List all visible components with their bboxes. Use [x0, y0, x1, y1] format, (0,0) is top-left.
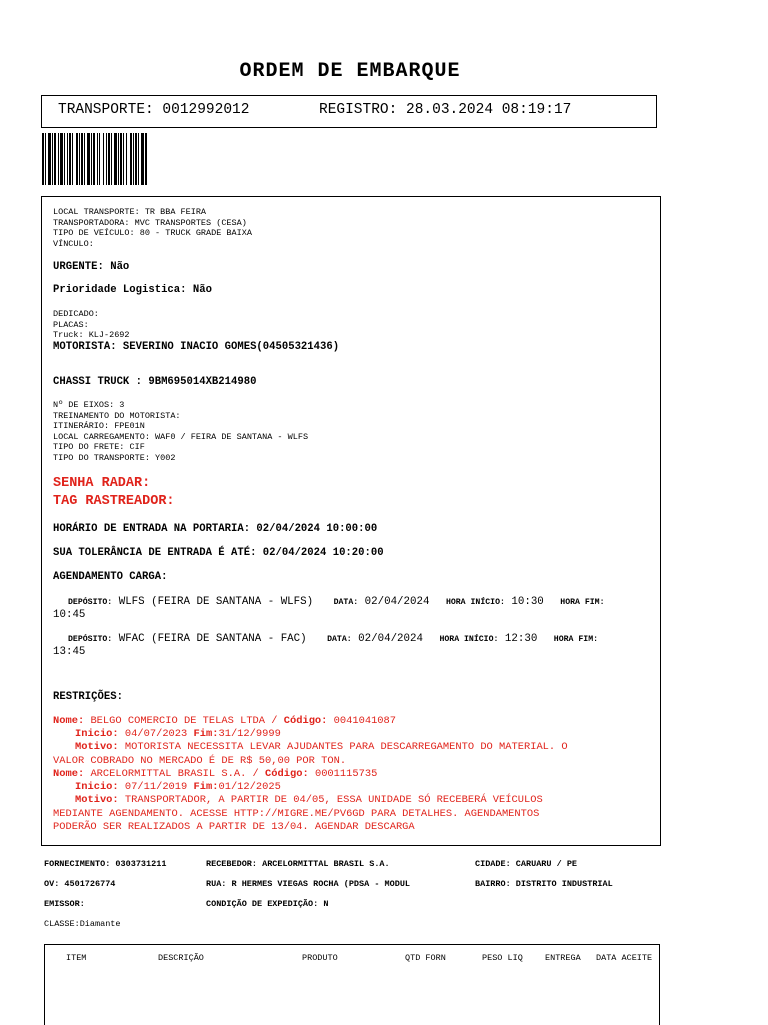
local-transporte: LOCAL TRANSPORTE: TR BBA FEIRA	[53, 207, 207, 217]
motivo-line: PODERÃO SER REALIZADOS A PARTIR DE 13/04. AGENDAR DESCARGA	[53, 820, 415, 833]
tipo-transporte: TIPO DO TRANSPORTE: Y002	[53, 452, 176, 463]
col-produto: PRODUTO	[302, 953, 338, 963]
motivo-label: Motivo:	[75, 741, 119, 754]
col-qtd-forn: QTD FORN	[405, 953, 446, 963]
inicio-value: 04/07/2023	[124, 728, 188, 741]
data-label: DATA:	[333, 598, 359, 607]
chassi-truck: CHASSI TRUCK : 9BM695014XB214980	[53, 376, 257, 388]
barcode	[42, 133, 232, 185]
info-vehicle	[53, 309, 130, 341]
rua: RUA: R HERMES VIEGAS ROCHA (PDSA - MODUL	[206, 879, 411, 889]
hora-fim-value: 13:45	[53, 646, 86, 658]
info-top	[53, 207, 252, 249]
itinerario: ITINERÁRIO: FPE01N	[53, 421, 145, 432]
deposito-value: WFAC (FEIRA DE SANTANA - FAC)	[118, 633, 307, 645]
document-title: ORDEM DE EMBARQUE	[239, 60, 461, 83]
col-peso-liq: PESO LIQ	[482, 953, 523, 963]
bairro: BAIRRO: DISTRITO INDUSTRIAL	[475, 879, 613, 889]
condicao-expedicao: CONDIÇÃO DE EXPEDIÇÃO: N	[206, 899, 329, 909]
deposito-value: WLFS (FEIRA DE SANTANA - WLFS)	[118, 596, 314, 608]
restriction-block	[53, 715, 653, 768]
items-table	[44, 944, 660, 1025]
codigo-value: 0001115735	[314, 768, 378, 780]
hora-inicio-label: HORA INÍCIO:	[439, 635, 499, 644]
fim-value: 01/12/2025	[218, 781, 281, 794]
motivo-line: VALOR COBRADO NO MERCADO É DE R$ 50,00 POR TON.	[53, 754, 347, 767]
transportadora: TRANSPORTADORA: MVC TRANSPORTES (CESA)	[53, 217, 247, 228]
tag-rastreador: TAG RASTREADOR:	[53, 494, 175, 509]
classe: CLASSE:Diamante	[44, 919, 121, 929]
transporte-number: TRANSPORTE: 0012992012	[58, 102, 250, 118]
urgente: URGENTE: Não	[53, 261, 130, 273]
tolerancia-entrada: SUA TOLERÂNCIA DE ENTRADA É ATÉ: 02/04/2024 10:20:00	[53, 547, 384, 559]
fim-label: Fim:	[193, 781, 219, 794]
motivo-line: MEDIANTE AGENDAMENTO. ACESSE HTTP://MIGRE.ME/PV6GD PARA DETALHES. AGENDAMENTOS	[53, 807, 540, 820]
schedule-row	[53, 596, 653, 622]
truck-plate: Truck: KLJ-2692	[53, 330, 130, 341]
hora-inicio-value: 12:30	[504, 633, 538, 645]
hora-fim-label: HORA FIM:	[560, 598, 605, 607]
nome-label: Nome:	[53, 768, 85, 780]
fim-label: Fim:	[193, 728, 219, 741]
col-entrega: ENTREGA	[545, 953, 581, 963]
motivo-label: Motivo:	[75, 794, 119, 807]
hora-fim-label: HORA FIM:	[553, 635, 599, 644]
horario-entrada: HORÁRIO DE ENTRADA NA PORTARIA: 02/04/2024 10:00:00	[53, 523, 378, 535]
header-box	[41, 95, 657, 128]
schedule-row	[53, 633, 653, 659]
fornecimento: FORNECIMENTO: 0303731211	[44, 859, 167, 869]
prioridade-logistica: Prioridade Logistica: Não	[53, 284, 212, 296]
shipment-details-box	[41, 196, 661, 846]
tipo-frete: TIPO DO FRETE: CIF	[53, 442, 145, 453]
deposito-label: DEPÓSITO:	[68, 635, 113, 644]
barcode-bar	[147, 133, 148, 185]
codigo-value: 0041041087	[333, 715, 397, 727]
hora-fim-value: 10:45	[53, 609, 86, 621]
placas: PLACAS:	[53, 319, 89, 330]
motorista: MOTORISTA: SEVERINO INACIO GOMES(04505321436)	[53, 341, 340, 353]
data-label: DATA:	[327, 635, 352, 644]
col-descricao: DESCRIÇÃO	[158, 953, 204, 963]
vinculo: VÍNCULO:	[53, 238, 94, 249]
data-value: 02/04/2024	[358, 633, 423, 645]
info-route	[53, 400, 308, 464]
inicio-value: 07/11/2019	[124, 781, 188, 794]
motivo-line: MOTORISTA NECESSITA LEVAR AJUDANTES PARA DESCARREGAMENTO DO MATERIAL. O	[124, 741, 568, 754]
recebedor: RECEBEDOR: ARCELORMITTAL BRASIL S.A.	[206, 859, 390, 869]
senha-radar: SENHA RADAR:	[53, 476, 151, 491]
codigo-label: Código:	[283, 715, 328, 727]
data-value: 02/04/2024	[364, 596, 430, 608]
cidade: CIDADE: CARUARU / PE	[475, 859, 578, 869]
nome-value: ARCELORMITTAL BRASIL S.A. /	[90, 768, 259, 780]
hora-inicio-label: HORA INÍCIO:	[445, 598, 505, 607]
dedicado: DEDICADO:	[53, 309, 99, 319]
motivo-line: TRANSPORTADOR, A PARTIR DE 04/05, ESSA UNIDADE SÓ RECEBERÁ VEÍCULOS	[124, 794, 543, 807]
nome-value: BELGO COMERCIO DE TELAS LTDA /	[90, 715, 278, 727]
restricoes-label: RESTRIÇÕES:	[53, 691, 123, 703]
emissor: EMISSOR:	[44, 899, 85, 909]
registro-datetime: REGISTRO: 28.03.2024 08:19:17	[319, 102, 572, 118]
fim-value: 31/12/9999	[218, 728, 281, 741]
treinamento-motorista: TREINAMENTO DO MOTORISTA:	[53, 410, 181, 421]
col-item: ITEM	[66, 953, 87, 963]
local-carregamento: LOCAL CARREGAMENTO: WAF0 / FEIRA DE SANTANA - WLFS	[53, 431, 309, 442]
restriction-block	[53, 768, 653, 834]
hora-inicio-value: 10:30	[511, 596, 544, 608]
deposito-label: DEPÓSITO:	[68, 598, 113, 607]
nome-label: Nome:	[53, 715, 85, 727]
codigo-label: Código:	[265, 768, 309, 780]
inicio-label: Inicio:	[75, 728, 119, 741]
ov: OV: 4501726774	[44, 879, 116, 889]
col-data-aceite: DATA ACEITE	[596, 953, 653, 963]
agendamento-label: AGENDAMENTO CARGA:	[53, 571, 168, 583]
tipo-veiculo: TIPO DE VEÍCULO: 80 - TRUCK GRADE BAIXA	[53, 228, 252, 239]
inicio-label: Inicio:	[75, 781, 119, 794]
numero-eixos: Nº DE EIXOS: 3	[53, 400, 125, 410]
